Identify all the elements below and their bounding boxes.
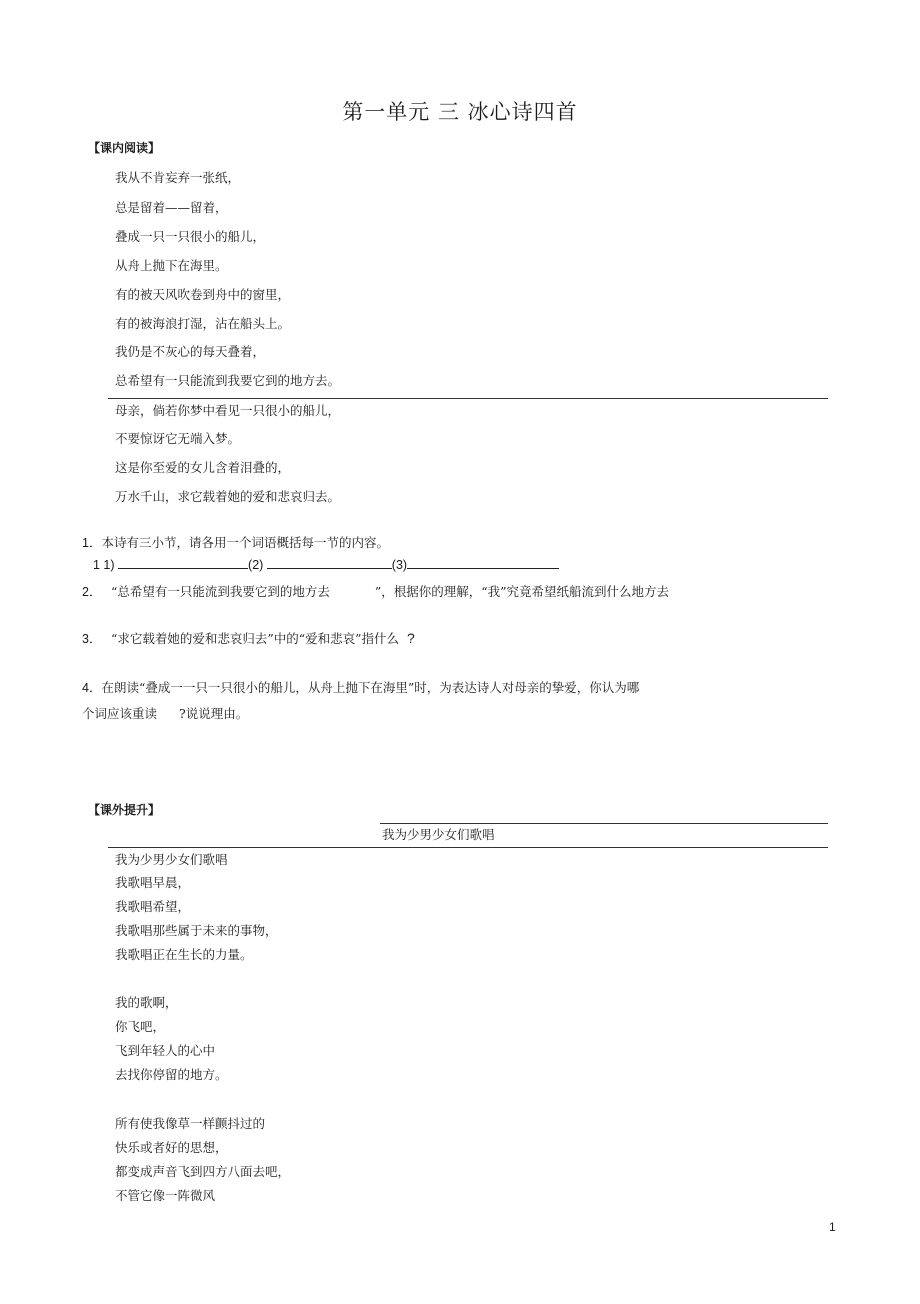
question-number: 1 (82, 536, 89, 550)
poem-line: 飞到年轻人的心中 (115, 1043, 216, 1058)
answer-blank-3[interactable] (407, 556, 559, 569)
question-number: 3 (82, 632, 89, 646)
poem-line: 我歌唱那些属于未来的事物， (115, 923, 278, 938)
question-3 (82, 629, 415, 647)
poem-line: 我为少男少女们歌唱 (115, 852, 228, 867)
poem-line: 总希望有一只能流到我要它到的地方去。 (115, 373, 341, 388)
poem-line: 我从不肯妄弃一张纸， (115, 170, 241, 185)
question-text-part-a: “总希望有一只能流到我要它到的地方去 (110, 584, 330, 599)
blank-label-2: (2) (248, 558, 264, 572)
question-text-part-b: 个词应该重读 (82, 706, 158, 721)
poem-line: 这是你至爱的女儿含着泪叠的， (115, 460, 291, 475)
poem-line: 不管它像一阵微风 (115, 1188, 216, 1203)
question-2 (82, 582, 669, 600)
poem-line: 你飞吧， (115, 1019, 166, 1034)
poem-line: 有的被海浪打湿，沾在船头上。 (115, 316, 291, 331)
question-text-part-b: ”，根据你的理解，“我”究竟希望纸船流到什么地方去 (374, 584, 670, 599)
poem-line: 叠成一只一只很小的船儿， (115, 229, 266, 244)
section-heading-in-class-reading: 【课内阅读】 (88, 141, 161, 155)
poem-line: 所有使我像草一样颤抖过的 (115, 1116, 266, 1131)
divider-line (108, 398, 828, 399)
poem-line: 快乐或者好的思想， (115, 1140, 228, 1155)
question-text-part-c: ?说说理由。 (179, 706, 249, 721)
question-4-continued (82, 704, 248, 722)
poem-line: 从舟上抛下在海里。 (115, 258, 228, 273)
page-title: 第一单元 三 冰心诗四首 (342, 100, 578, 124)
poem-line: 万水千山，求它载着她的爱和悲哀归去。 (115, 489, 341, 504)
poem-line: 我仍是不灰心的每天叠着， (115, 344, 266, 359)
answer-blank-2[interactable] (267, 556, 392, 569)
poem-line: 不要惊讶它无端入梦。 (115, 431, 241, 446)
poem-line: 去找你停留的地方。 (115, 1067, 228, 1082)
question-dot: ． (88, 631, 102, 646)
question-text: ．本诗有三小节，请各用一个词语概括每一节的内容。 (88, 535, 389, 550)
poem-line: 母亲，倘若你梦中看见一只很小的船儿， (115, 403, 341, 418)
page-number: 1 (829, 1220, 836, 1234)
question-number: 2 (82, 585, 89, 599)
poem-line: 我歌唱正在生长的力量。 (115, 947, 253, 962)
answer-blank-1[interactable] (118, 556, 248, 569)
question-mark: ? (407, 630, 415, 646)
poem-line: 有的被天风吹卷到舟中的窗里， (115, 287, 291, 302)
divider-line (380, 823, 828, 824)
poem-line: 我歌唱希望， (115, 899, 191, 914)
poem-line: 总是留着——留着， (115, 200, 228, 215)
divider-line (108, 847, 828, 848)
blank-label-1: 1 1) (93, 558, 115, 572)
question-1-answer-blanks (93, 556, 559, 572)
question-number: 4 (82, 681, 89, 695)
question-1 (82, 533, 389, 551)
question-text: “求它载着她的爱和悲哀归去”中的“爱和悲哀”指什么 (110, 631, 400, 646)
poem-line: 我歌唱早晨， (115, 875, 191, 890)
section-heading-extracurricular: 【课外提升】 (88, 803, 161, 817)
poem-title: 我为少男少女们歌唱 (382, 827, 495, 842)
poem-line: 我的歌啊， (115, 995, 178, 1010)
blank-label-3: (3) (391, 558, 408, 572)
poem-line: 都变成声音飞到四方八面去吧， (115, 1164, 291, 1179)
question-text-part-a: ．在朗读“叠成一一只一只很小的船儿，从舟上抛下在海里”时，为表达诗人对母亲的挚爱，你认为哪 (88, 680, 640, 695)
question-dot: ． (88, 584, 102, 599)
question-4 (82, 678, 639, 696)
